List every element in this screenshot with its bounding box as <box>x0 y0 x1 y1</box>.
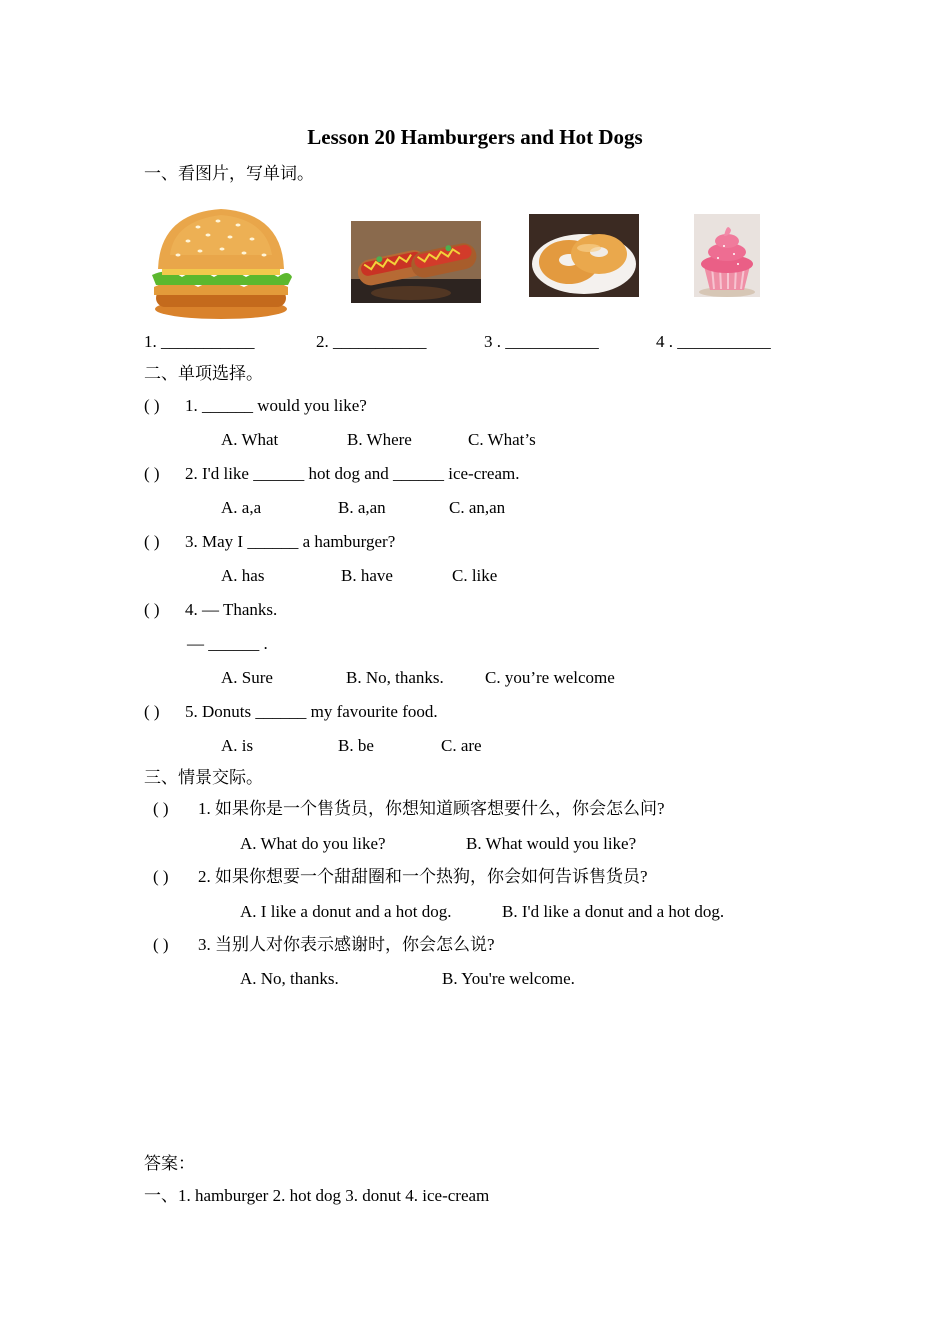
donut-image <box>529 214 639 297</box>
blank-3[interactable]: 3 . ___________ <box>484 332 599 351</box>
donut-icon <box>529 214 639 297</box>
answer-bracket[interactable]: ( ) <box>144 532 160 551</box>
cupcake-icon <box>694 214 760 297</box>
blank-4[interactable]: 4 . ___________ <box>656 332 771 351</box>
question-stem: 3. 当别人对你表示感谢时，你会怎么说? <box>198 935 495 954</box>
cupcake-image <box>694 214 760 297</box>
hamburger-image <box>148 205 294 319</box>
question-stem: 1. ______ would you like? <box>185 396 367 415</box>
option-a[interactable]: A. What <box>221 430 279 449</box>
question-stem: 2. I'd like ______ hot dog and ______ ice-cream. <box>185 464 520 483</box>
option-a[interactable]: A. has <box>221 566 265 585</box>
answer-bracket[interactable]: ( ) <box>144 464 160 483</box>
answer-bracket[interactable]: ( ) <box>153 867 169 886</box>
question-stem: 5. Donuts ______ my favourite food. <box>185 702 438 721</box>
answer-bracket[interactable]: ( ) <box>144 396 160 415</box>
blank-1[interactable]: 1. ___________ <box>144 332 255 351</box>
option-b[interactable]: B. I'd like a donut and a hot dog. <box>502 902 725 921</box>
answer-bracket[interactable]: ( ) <box>153 935 169 954</box>
question-stem: 4. — Thanks. <box>185 600 278 619</box>
answers-line-1: 一、1. hamburger 2. hot dog 3. donut 4. ice-cream <box>144 1186 490 1205</box>
question-stem: 3. May I ______ a hamburger? <box>185 532 396 551</box>
section2-heading: 二、单项选择。 <box>144 364 263 383</box>
option-a[interactable]: A. No, thanks. <box>240 969 339 988</box>
section1-heading: 一、看图片，写单词。 <box>144 164 314 183</box>
question-response: — ______ . <box>187 634 268 653</box>
option-b[interactable]: B. You're welcome. <box>442 969 575 988</box>
option-c[interactable]: C. What’s <box>468 430 536 449</box>
option-a[interactable]: A. a,a <box>221 498 262 517</box>
hamburger-icon <box>148 205 294 319</box>
section3-heading: 三、情景交际。 <box>144 768 263 787</box>
option-a[interactable]: A. Sure <box>221 668 273 687</box>
answer-bracket[interactable]: ( ) <box>144 702 160 721</box>
blank-2[interactable]: 2. ___________ <box>316 332 427 351</box>
option-a[interactable]: A. is <box>221 736 254 755</box>
answer-bracket[interactable]: ( ) <box>153 799 169 818</box>
answer-bracket[interactable]: ( ) <box>144 600 160 619</box>
option-b[interactable]: B. be <box>338 736 374 755</box>
option-c[interactable]: C. like <box>452 566 498 585</box>
option-a[interactable]: A. What do you like? <box>240 834 386 853</box>
option-b[interactable]: B. have <box>341 566 393 585</box>
answers-heading: 答案： <box>144 1154 195 1173</box>
option-b[interactable]: B. What would you like? <box>466 834 637 853</box>
question-stem: 1. 如果你是一个售货员，你想知道顾客想要什么，你会怎么问? <box>198 799 665 818</box>
option-b[interactable]: B. No, thanks. <box>346 668 444 687</box>
option-b[interactable]: B. a,an <box>338 498 386 517</box>
option-c[interactable]: C. an,an <box>449 498 506 517</box>
hot-dog-image <box>351 221 481 303</box>
question-stem: 2. 如果你想要一个甜甜圈和一个热狗，你会如何告诉售货员? <box>198 867 648 886</box>
option-b[interactable]: B. Where <box>347 430 412 449</box>
option-c[interactable]: C. are <box>441 736 482 755</box>
page-title: Lesson 20 Hamburgers and Hot Dogs <box>307 125 643 149</box>
hot-dog-icon <box>351 221 481 303</box>
option-c[interactable]: C. you’re welcome <box>485 668 615 687</box>
option-a[interactable]: A. I like a donut and a hot dog. <box>240 902 452 921</box>
